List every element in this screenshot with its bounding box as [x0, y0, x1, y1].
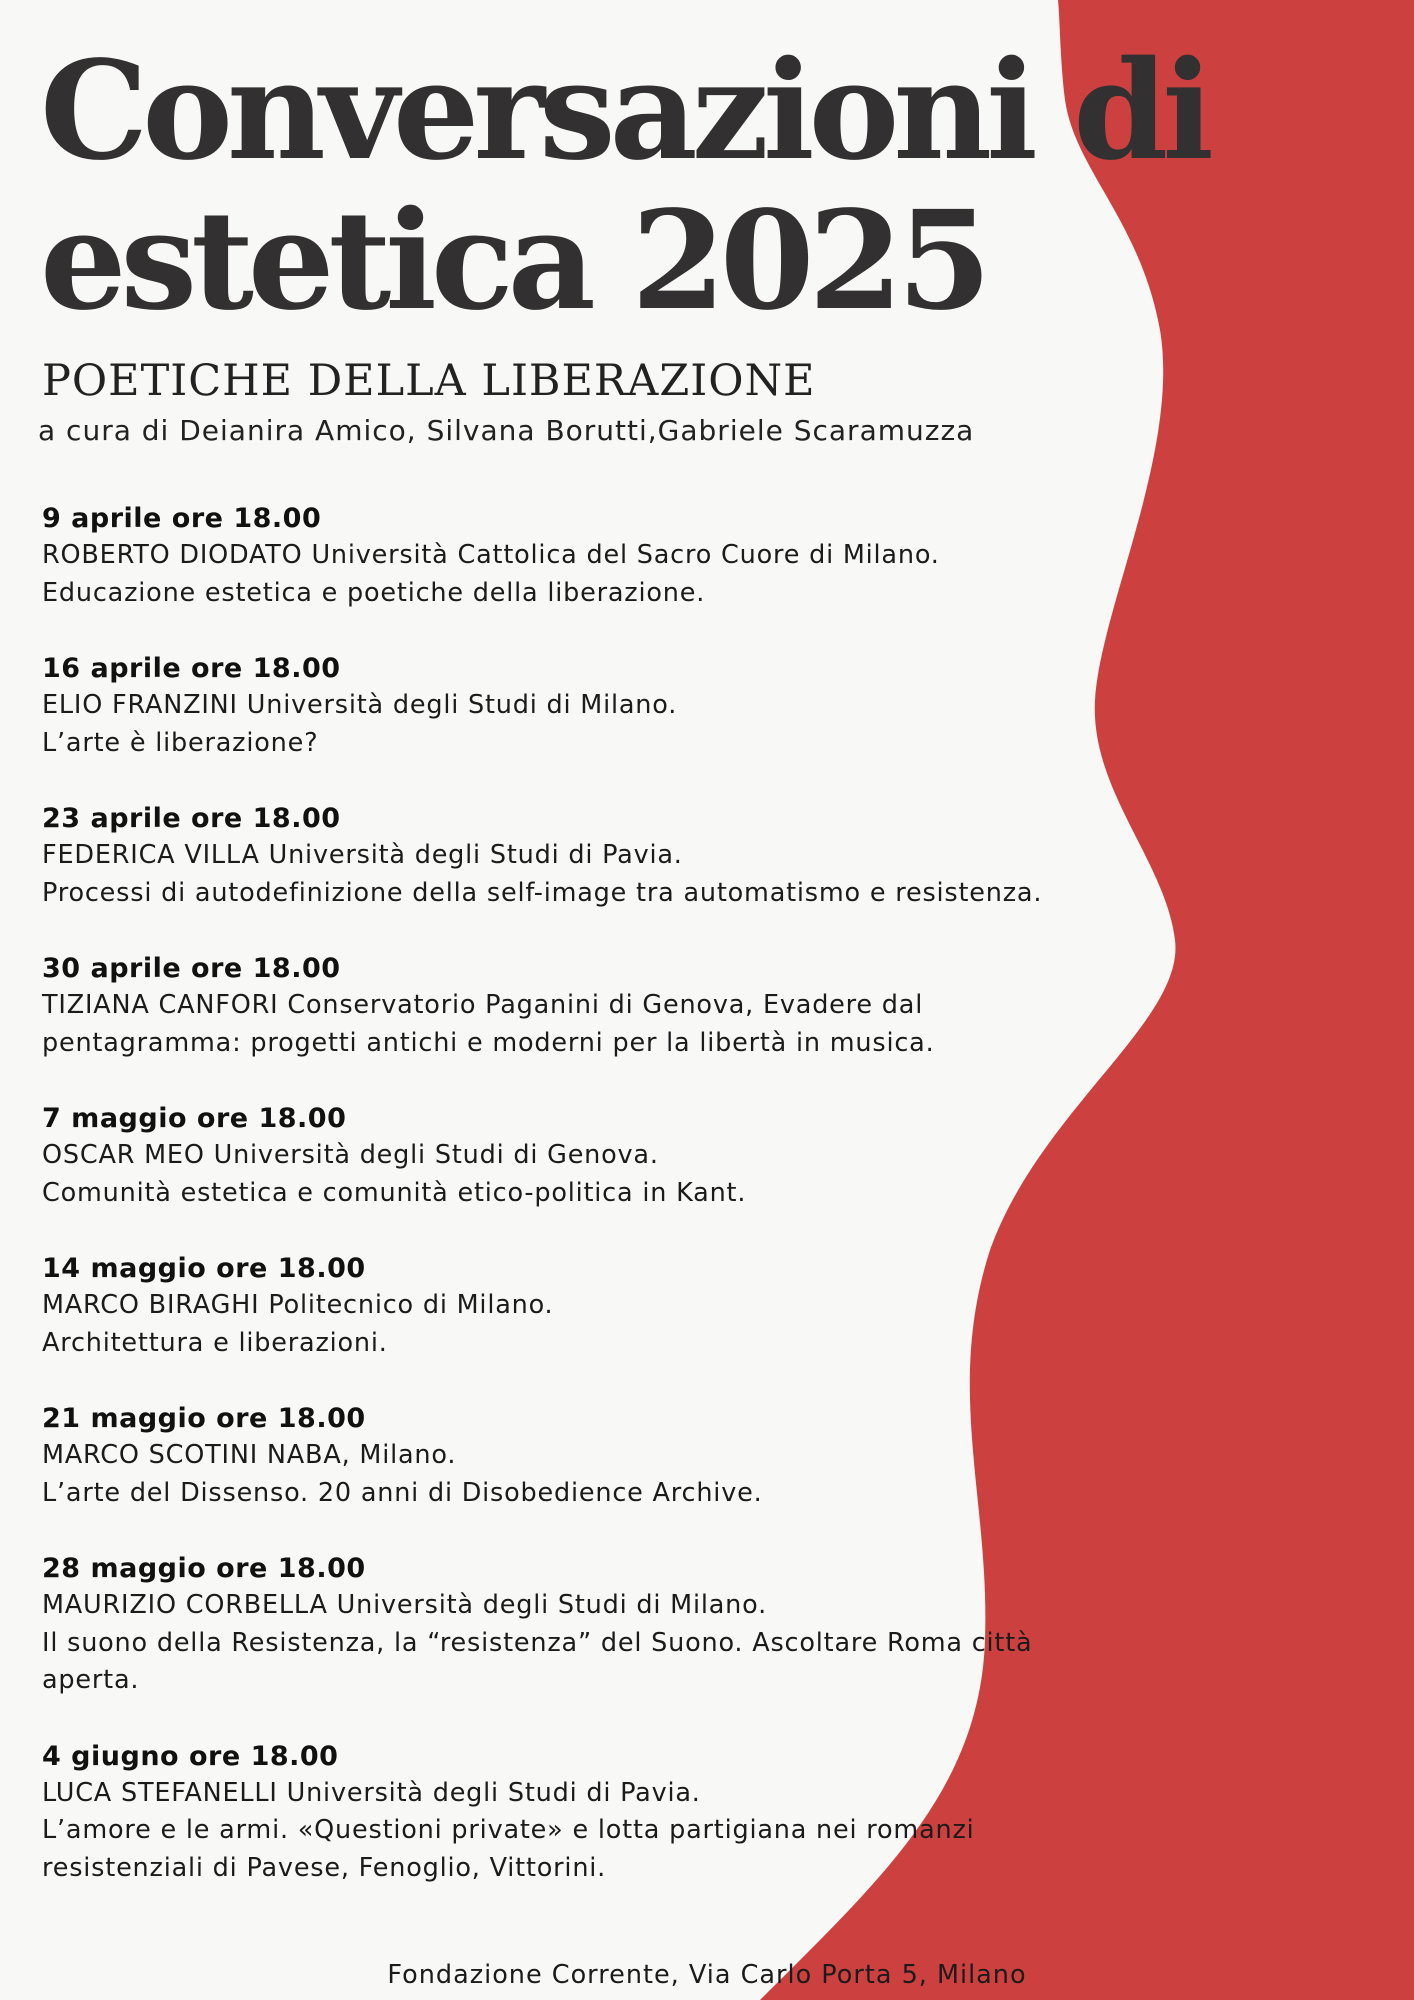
event-date: 7 maggio ore 18.00	[42, 1103, 347, 1134]
event-program	[42, 500, 1122, 1925]
event-speaker: MARCO SCOTINI NABA, Milano.	[42, 1440, 457, 1470]
event-speaker: LUCA STEFANELLI Università degli Studi di Pavia.	[42, 1777, 701, 1808]
page-title	[40, 31, 1208, 341]
event-speaker: OSCAR MEO Università degli Studi di Genova.	[42, 1140, 659, 1170]
event-talk: Educazione estetica e poetiche della liberazione.	[42, 577, 706, 608]
event-date: 28 maggio ore 18.00	[42, 1553, 366, 1584]
title-line-1: Conversazioni di	[40, 31, 1208, 191]
event-item	[42, 800, 1122, 912]
event-talk: Comunità estetica e comunità etico-politica in Kant.	[42, 1177, 747, 1208]
event-speaker: ROBERTO DIODATO Università Cattolica del Sacro Cuore di Milano.	[42, 540, 940, 570]
event-date: 16 aprile ore 18.00	[42, 653, 341, 684]
event-item	[42, 500, 1122, 612]
curators-line: a cura di Deianira Amico, Silvana Borutti,Gabriele Scaramuzza	[38, 414, 975, 447]
event-talk: Architettura e liberazioni.	[42, 1327, 388, 1358]
event-date: 14 maggio ore 18.00	[42, 1253, 366, 1284]
event-talk: L’amore e le armi. «Questioni private» e lotta partigiana nei romanzi resistenziali di Pavese, Fenoglio, Vittorini.	[42, 1815, 975, 1883]
event-speaker: MAURIZIO CORBELLA Università degli Studi di Milano.	[42, 1590, 767, 1620]
event-speaker: TIZIANA CANFORI Conservatorio Paganini di Genova, Evadere dal	[42, 990, 924, 1020]
event-speaker: ELIO FRANZINI Università degli Studi di Milano.	[42, 690, 678, 720]
event-item	[42, 1250, 1122, 1362]
event-speaker: FEDERICA VILLA Università degli Studi di Pavia.	[42, 840, 683, 870]
event-item	[42, 1100, 1122, 1212]
event-date: 9 aprile ore 18.00	[42, 503, 322, 534]
event-item	[42, 650, 1122, 762]
event-talk: L’arte è liberazione?	[42, 727, 319, 758]
event-talk: L’arte del Dissenso. 20 anni di Disobedience Archive.	[42, 1477, 763, 1508]
event-item	[42, 950, 1122, 1062]
venue-footer: Fondazione Corrente, Via Carlo Porta 5, Milano	[387, 1960, 1027, 1990]
event-date: 4 giugno ore 18.00	[42, 1740, 339, 1772]
event-date: 21 maggio ore 18.00	[42, 1403, 366, 1434]
title-line-2: estetica 2025	[40, 181, 986, 341]
event-date: 30 aprile ore 18.00	[42, 953, 341, 984]
event-talk: Processi di autodefinizione della self-image tra automatismo e resistenza.	[42, 877, 1043, 908]
event-date: 23 aprile ore 18.00	[42, 803, 341, 834]
event-speaker: MARCO BIRAGHI Politecnico di Milano.	[42, 1290, 554, 1320]
event-item	[42, 1550, 1122, 1700]
subtitle: POETICHE DELLA LIBERAZIONE	[42, 356, 816, 406]
event-item	[42, 1400, 1122, 1512]
event-item	[42, 1738, 1122, 1888]
event-talk: pentagramma: progetti antichi e moderni per la libertà in musica.	[42, 1027, 935, 1058]
event-talk: Il suono della Resistenza, la “resistenza” del Suono. Ascoltare Roma città aperta.	[42, 1627, 1033, 1695]
